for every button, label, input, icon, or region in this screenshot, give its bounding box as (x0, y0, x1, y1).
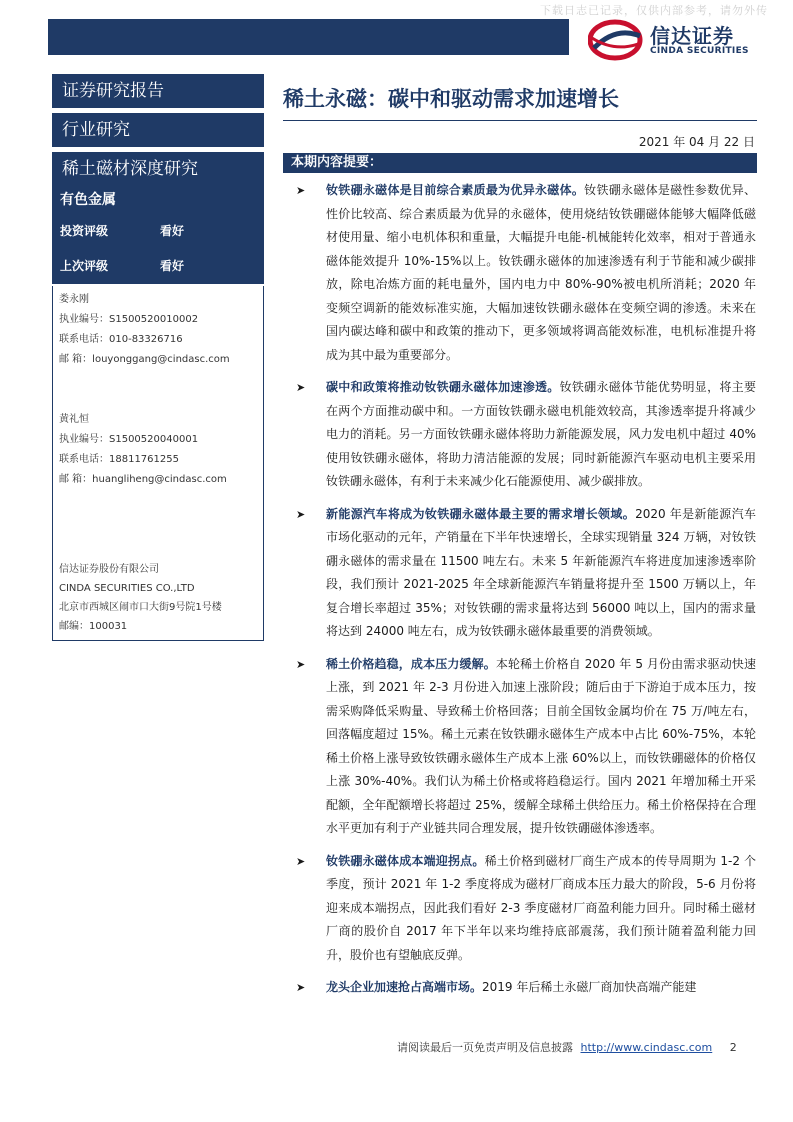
bullet-body: 钕铁硼永磁体节能优势明显，将主要在两个方面推动碳中和。一方面钕铁硼永磁电机能效较高，其渗透率提升将减少电力的消耗。另一方面钕铁硼永磁体将助力新能源发展，风力发电机中超过 40%使用钕铁硼永磁体，将助力清洁能源的发展；同时新能源汽车驱动电机主要采用钕铁硼永磁体，有利于未来减少化石能源使用、减少碳排放。 (326, 380, 756, 488)
arrow-bullet-icon: ➤ (296, 507, 306, 521)
rating-panel (52, 186, 264, 284)
analyst-email: 邮 箱：louyonggang@cindasc.com (59, 354, 230, 365)
bullet-body: 2019 年后稀土永磁厂商加快高端产能建 (482, 980, 697, 994)
title-divider (283, 120, 757, 121)
analyst-name: 娄永刚 (59, 294, 89, 305)
bullet-lead: 钕铁硼永磁体是目前综合素质最为优异永磁体。 (326, 183, 585, 197)
report-title: 稀土永磁：碳中和驱动需求加速增长 (283, 87, 619, 111)
analyst-card (59, 410, 227, 490)
arrow-bullet-icon: ➤ (296, 854, 306, 868)
company-postcode: 邮编：100031 (59, 621, 128, 632)
list-item (296, 376, 756, 494)
watermark: 下载日志已记录，仅供内部参考，请勿外传 (540, 4, 768, 17)
arrow-bullet-icon: ➤ (296, 657, 306, 671)
bullet-body: 稀土价格到磁材厂商生产成本的传导周期为 1-2 个季度，预计 2021 年 1-2 季度将成为磁材厂商成本压力最大的阶段，5-6 月份将迎来成本端拐点，因此我们看好 2-3 季度磁材厂商盈利能力回升。同时稀土磁材厂商的股价自 2017 年下半年以来均维持底部震荡，我们预计随着盈利能力回升，股价也有望触底反弹。 (326, 853, 756, 962)
analyst-info (52, 286, 264, 641)
analyst-email: 邮 箱：huangliheng@cindasc.com (59, 474, 227, 485)
company-info (59, 560, 222, 636)
prev-rating-label: 上次评级 (60, 259, 109, 273)
report-date: 2021 年 04 月 22 日 (638, 135, 755, 149)
report-subject: 稀土磁材深度研究 (52, 152, 264, 186)
previous-rating (52, 249, 264, 284)
analyst-name: 黄礼恒 (59, 414, 89, 425)
arrow-bullet-icon: ➤ (296, 184, 306, 197)
arrow-bullet-icon: ➤ (296, 981, 306, 994)
analyst-license: 执业编号：S1500520040001 (59, 434, 199, 445)
company-address: 北京市西城区闹市口大街9号院1号楼 (59, 602, 222, 613)
investment-rating (52, 214, 264, 249)
company-name-cn: 信达证券股份有限公司 (59, 564, 159, 575)
list-item (296, 653, 756, 841)
bullet-lead: 龙头企业加速抢占高端市场。 (326, 980, 483, 994)
bullet-lead: 稀土价格趋稳，成本压力缓解。 (326, 656, 496, 671)
list-item (296, 179, 756, 367)
rating-label: 投资评级 (60, 224, 109, 238)
summary-list (296, 179, 756, 1009)
analyst-license: 执业编号：S1500520010002 (59, 314, 199, 325)
header-bar (48, 19, 569, 55)
logo-text-cn: 信达证券 (650, 24, 734, 48)
list-item (296, 503, 756, 644)
cinda-logo (588, 18, 778, 62)
arrow-bullet-icon: ➤ (296, 381, 306, 394)
disclaimer-note: 请阅读最后一页免责声明及信息披露 (397, 1041, 573, 1054)
analyst-phone: 联系电话：18811761255 (59, 454, 179, 465)
analyst-card (59, 290, 230, 370)
bullet-lead: 新能源汽车将成为钕铁硼永磁体最主要的需求增长领域。 (326, 506, 636, 521)
bullet-lead: 碳中和政策将推动钕铁硼永磁体加速渗透。 (326, 380, 560, 394)
website-link[interactable]: http://www.cindasc.com (580, 1041, 713, 1054)
page-footer (397, 1039, 737, 1055)
bullet-body: 本轮稀土价格自 2020 年 5 月份由需求驱动快速上涨，到 2021 年 2-3 月份进入加速上涨阶段；随后由于下游迫于成本压力，按需采购降低采购量、导致稀土价格回落；目前全国钕金属均价在 75 万/吨左右，回落幅度超过 15%。稀土元素在钕铁硼永磁体生产成本中占比 60%-75%，本轮稀土价格上涨导致钕铁硼永磁体生产成本上涨 60%以上，而钕铁硼磁体的价格仅上涨 30%-40%。我们认为稀土价格或将趋稳运行。国内 2021 年增加稀土开采配额，全年配额增长将超过 25%，缓解全球稀土供给压力。稀土价格保持在合理水平更加有利于产业链共同合理发展，提升钕铁硼磁体渗透率。 (326, 656, 756, 835)
report-category: 行业研究 (52, 113, 264, 147)
logo-text-en: CINDA SECURITIES (650, 46, 749, 56)
analyst-phone: 联系电话：010-83326716 (59, 334, 183, 345)
industry-label: 有色金属 (60, 192, 116, 208)
list-item (296, 850, 756, 968)
sidebar (52, 74, 264, 641)
prev-rating-value: 看好 (160, 259, 185, 273)
company-name-en: CINDA SECURITIES CO.,LTD (59, 583, 195, 594)
page-number: 2 (729, 1041, 737, 1054)
report-type: 证券研究报告 (52, 74, 264, 108)
rating-value: 看好 (160, 224, 185, 238)
list-item (296, 976, 756, 1000)
bullet-body: 2020 年是新能源汽车市场化驱动的元年，产销量在下半年快速增长，全球实现销量 324 万辆，对钕铁硼永磁体的需求量在 11500 吨左右。未来 5 年新能源汽车将进度加速渗透率阶段，我们预计 2021-2025 年全球新能源汽车销量将提升至 1500 万辆以上，年复合增长率超过 35%；对钕铁硼的需求量将达到 56000 吨以上，国内的需求量将达到 24000 吨左右，成为钕铁硼永磁体最重要的消费领域。 (326, 506, 756, 638)
cinda-logo-icon (588, 18, 644, 62)
bullet-body: 钕铁硼永磁体是磁性参数优异、性价比较高、综合素质最为优异的永磁体，使用烧结钕铁硼磁体能够大幅降低磁材使用量、缩小电机体积和重量，大幅提升电能-机械能转化效率，相对于普通永磁体能效提升 10%-15%以上。钕铁硼永磁体的加速渗透有利于节能和减少碳排放，除电冶炼方面的耗电量外，国内电力中 80%-90%被电机所消耗；2020 年变频空调新的能效标准实施，大幅加速钕铁硼永磁体在变频空调的渗透。未来在国内碳达峰和碳中和政策的推动下，更多领域将调高能效标准，电机标准提升将成为其中最为重要部分。 (326, 183, 756, 362)
summary-header: 本期内容提要： (283, 153, 757, 173)
bullet-lead: 钕铁硼永磁体成本端迎拐点。 (326, 853, 485, 868)
